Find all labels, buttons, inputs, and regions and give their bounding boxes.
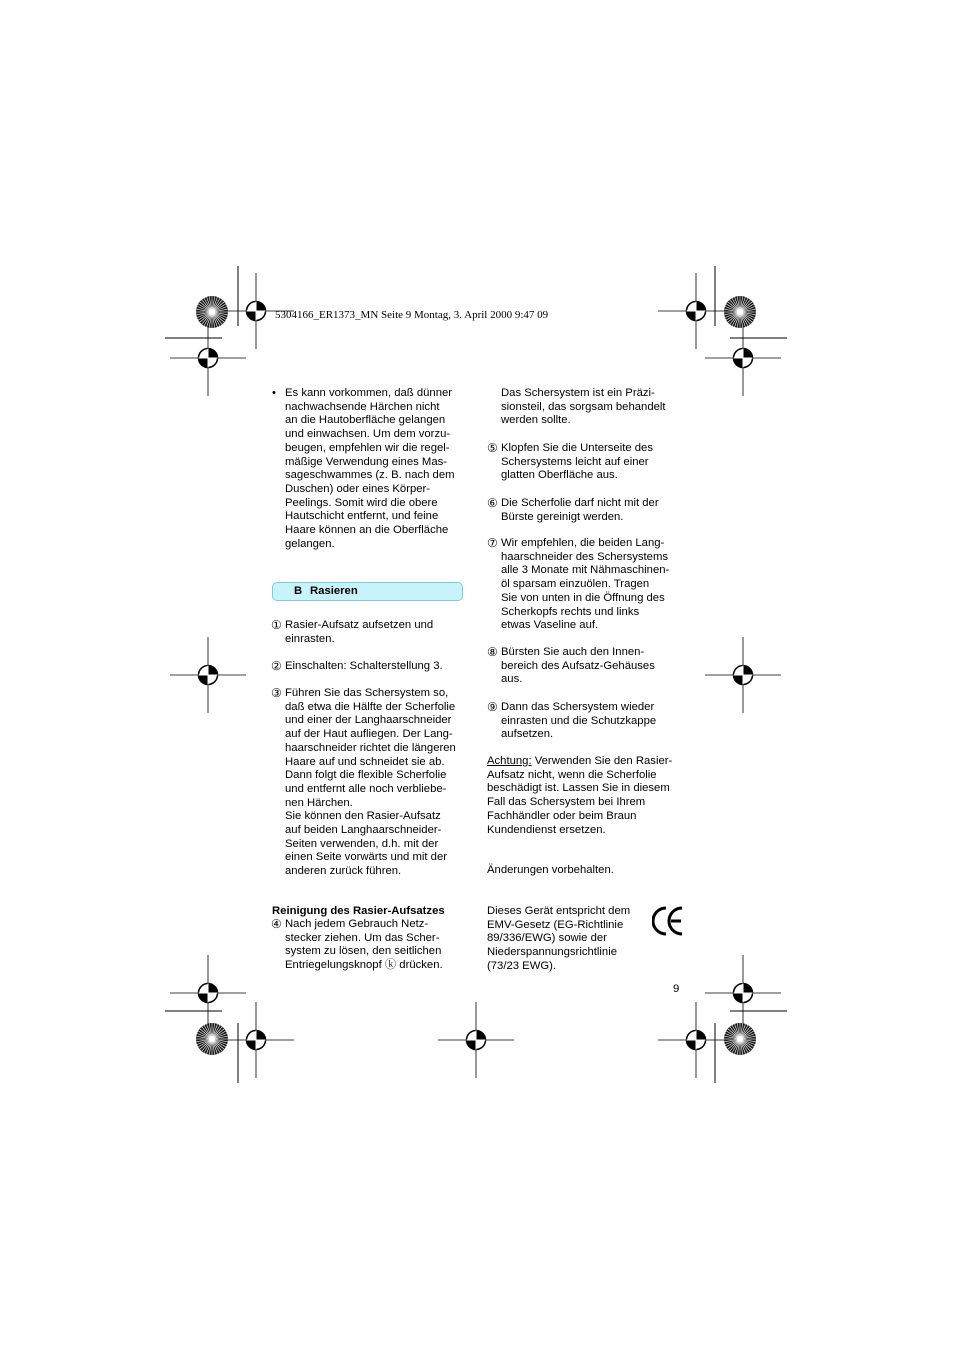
section-heading-rasieren [272, 582, 463, 601]
text-line: etwas Vaseline auf. [501, 619, 599, 632]
step-number: ① [271, 618, 282, 632]
step-6-text [501, 497, 659, 524]
text-line: Rasier-Aufsatz aufsetzen und [285, 619, 434, 631]
starburst-mark [724, 296, 756, 328]
text-line: Dann das Schersystem wieder [501, 701, 655, 713]
text-line: glatten Oberfläche aus. [501, 469, 618, 482]
warning-first-line [487, 755, 672, 769]
step-8-text [501, 646, 655, 687]
text-line: Einschalten: Schalterstellung 3. [285, 660, 443, 672]
text-line: Fall das Schersystem bei Ihrem [487, 796, 646, 809]
crosshair-mark [218, 1002, 294, 1078]
bullet-symbol: • [272, 387, 276, 399]
text-line: (73/23 EWG). [487, 959, 557, 972]
text-line: 89/336/EWG) sowie der [487, 932, 607, 945]
text-line: an die Hautoberfläche gelangen [285, 414, 446, 427]
step-number: ⑥ [487, 496, 498, 510]
step-7-text [501, 537, 669, 633]
text-line: Duschen) oder eines Körper- [285, 482, 431, 495]
text-line: Fachhändler oder beim Braun [487, 809, 637, 822]
section-letter: B [294, 585, 303, 597]
step-4-text [285, 918, 443, 973]
warning-label: Achtung: [487, 755, 532, 767]
warning-text [487, 755, 672, 837]
text-line: aus. [501, 673, 523, 686]
text-line: und einwachsen. Um dem vorzu- [285, 428, 451, 441]
text-line: Klopfen Sie die Unterseite des [501, 442, 653, 454]
page-number: 9 [673, 983, 680, 995]
text-line: öl sparsam einzuölen. Tragen [501, 578, 650, 591]
text-line: sageschwammes (z. B. nach dem [285, 469, 455, 482]
text-line: Sie von unten in die Öffnung des [501, 591, 665, 604]
starburst-mark [196, 1023, 228, 1055]
text-line: daß etwa die Hälfte der Scherfolie [285, 700, 456, 713]
step-1-text [285, 619, 433, 646]
text-line: aufsetzen. [501, 728, 554, 741]
step-2-text [285, 660, 443, 674]
text-line: einrasten. [285, 632, 335, 645]
step-number: ③ [271, 686, 282, 700]
text-line: haarschneider richtet die längeren [285, 741, 456, 754]
text-line: einrasten und die Schutzkappe [501, 714, 657, 727]
crosshair-mark [170, 637, 246, 713]
step-5-text [501, 442, 653, 483]
ingrown-hair-tip [285, 387, 455, 551]
file-info-header: 5304166_ER1373_MN Seite 9 Montag, 3. April 2000 9:47 09 [275, 309, 549, 321]
text-line: anderen zurück führen. [285, 865, 402, 878]
text-line: Es kann vorkommen, daß dünner [285, 387, 453, 399]
changes-note: Änderungen vorbehalten. [487, 864, 614, 876]
ce-mark-icon [652, 904, 684, 938]
text-line: mäßige Verwendung eines Mas- [285, 455, 448, 468]
text-line: beugen, empfehlen wir die regel- [285, 441, 450, 454]
text-line: auf der Haut aufliegen. Der Lang- [285, 728, 453, 741]
starburst-mark [196, 296, 228, 328]
text-line: beschädigt ist. Lassen Sie in diesem [487, 782, 670, 795]
text-line: Führen Sie das Schersystem so, [285, 687, 449, 699]
crosshair-mark [705, 637, 781, 713]
text-line: Sie können den Rasier-Aufsatz [285, 810, 441, 823]
text-line: Aufsatz nicht, wenn die Scherfolie [487, 768, 657, 781]
text-line: werden sollte. [501, 414, 571, 427]
text-line: system zu lösen, den seitlichen [285, 945, 442, 958]
text-line: Bürsten Sie auch den Innen- [501, 646, 645, 658]
text-line: Seiten verwenden, d.h. mit der [285, 837, 439, 850]
text-line: Entriegelungsknopf ⓚ drücken. [285, 959, 443, 972]
section-title: Rasieren [310, 585, 358, 597]
text-line: nen Härchen. [285, 796, 353, 809]
text-line: Hautschicht entfernt, und feine [285, 510, 439, 523]
text-line: Dieses Gerät entspricht dem [487, 905, 631, 917]
step-number: ⑤ [487, 441, 498, 455]
text-line: Haare können an die Oberfläche [285, 524, 449, 537]
text-line: Die Scherfolie darf nicht mit der [501, 497, 659, 509]
text-line: nachwachsende Härchen nicht [285, 400, 440, 413]
text-line: Kundendienst ersetzen. [487, 823, 606, 836]
text-line: EMV-Gesetz (EG-Richtlinie [487, 918, 624, 931]
text-line: Bürste gereinigt werden. [501, 510, 624, 523]
text-line: einen Seite vorwärts und mit der [285, 851, 448, 864]
text-line: Wir empfehlen, die beiden Lang- [501, 537, 665, 549]
text-line: Dann folgt die flexible Scherfolie [285, 769, 447, 782]
cleaning-heading: Reinigung des Rasier-Aufsatzes [272, 905, 445, 917]
step-number: ⑨ [487, 700, 498, 714]
step-3-text [285, 687, 456, 879]
text-line: stecker ziehen. Um das Scher- [285, 931, 440, 944]
step-number: ④ [271, 917, 282, 931]
text-line: auf beiden Langhaarschneider- [285, 824, 442, 837]
step-number: ⑦ [487, 536, 498, 550]
crosshair-mark [658, 1002, 734, 1078]
compliance-text [487, 905, 630, 974]
text-line: haarschneider des Schersystems [501, 550, 669, 563]
intro-text [501, 387, 666, 428]
text-line: Nach jedem Gebrauch Netz- [285, 918, 429, 930]
crosshair-mark [170, 320, 246, 396]
crosshair-mark [438, 1002, 514, 1078]
text-line: alle 3 Monate mit Nähmaschinen- [501, 564, 670, 577]
text-line: Schersystems leicht auf einer [501, 455, 649, 468]
text-line: bereich des Aufsatz-Gehäuses [501, 659, 655, 672]
text-line: Verwenden Sie den Rasier- [531, 755, 673, 767]
text-line: sionsteil, das sorgsam behandelt [501, 400, 666, 413]
text-line: Das Schersystem ist ein Präzi- [501, 387, 655, 399]
text-line: gelangen. [285, 537, 335, 550]
text-line: Peelings. Somit wird die obere [285, 496, 438, 509]
step-number: ⑧ [487, 645, 498, 659]
step-number: ② [271, 659, 282, 673]
text-line: Niederspannungsrichtlinie [487, 946, 617, 959]
crosshair-mark [705, 955, 781, 1031]
text-line: und entfernt alle noch verbliebe- [285, 782, 447, 795]
text-line: Scherkopfs rechts und links [501, 605, 640, 618]
text-line: Haare auf und schneidet sie ab. [285, 755, 445, 768]
crosshair-mark [170, 955, 246, 1031]
starburst-mark [724, 1023, 756, 1055]
step-9-text [501, 701, 656, 742]
crosshair-mark [705, 320, 781, 396]
text-line: und einer der Langhaarschneider [285, 714, 452, 727]
